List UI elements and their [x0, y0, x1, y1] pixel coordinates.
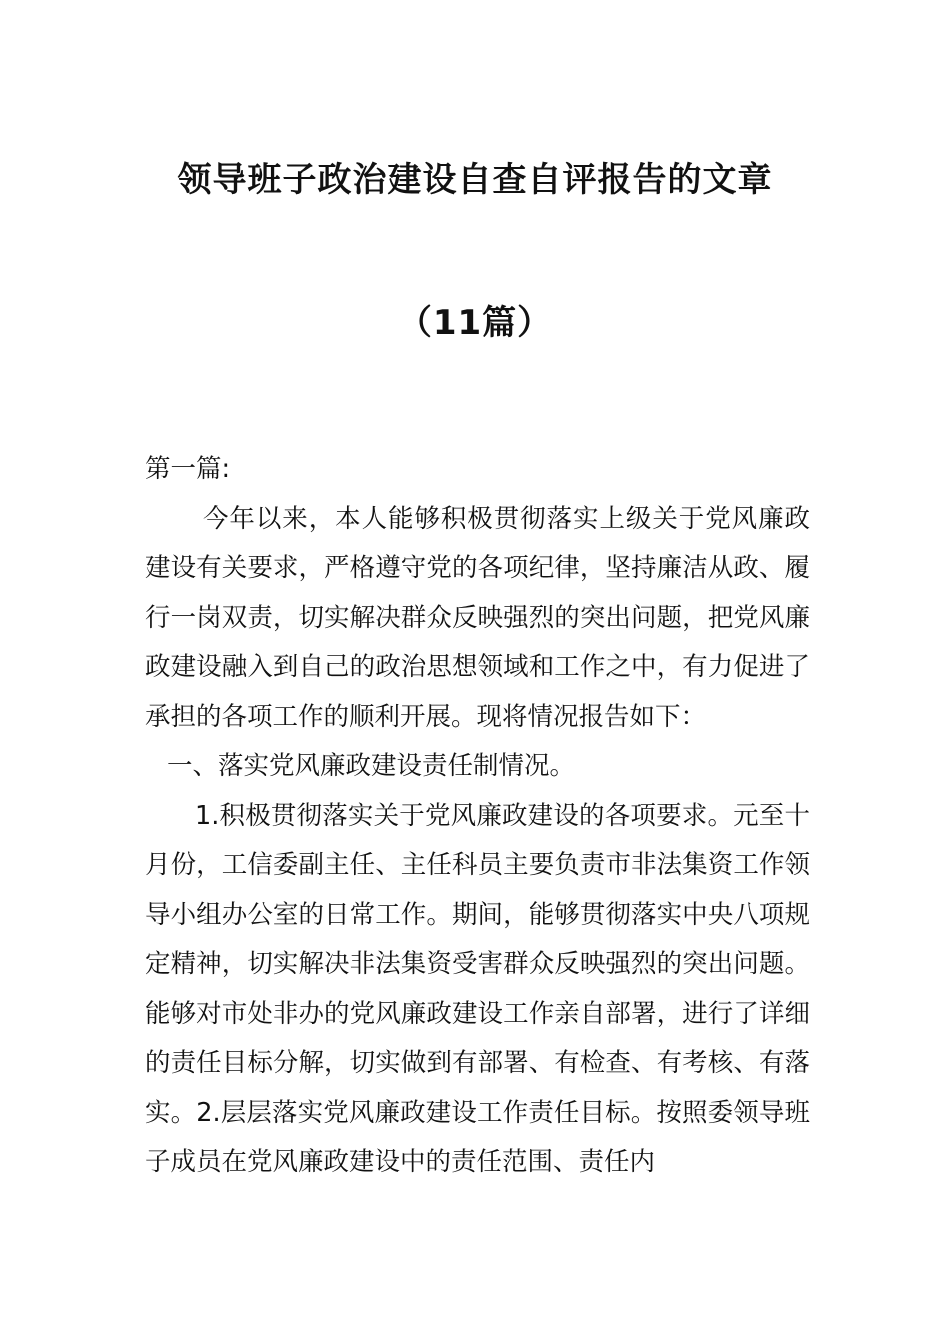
paragraph-body: 1.积极贯彻落实关于党风廉政建设的各项要求。元至十月份，工信委副主任、主任科员主要负责市非法集资工作领导小组办公室的日常工作。期间，能够贯彻落实中央八项规定精神，切实解决非法集资受害群众反映强烈的突出问题。能够对市处非办的党风廉政建设工作亲自部署，进行了详细的责任目标分解，切实做到有部署、有检查、有考核、有落实。2.层层落实党风廉政建设工作责任目标。按照委领导班子成员在党风廉政建设中的责任范围、责任内 [145, 800, 810, 1177]
document-subtitle: （11篇） [397, 303, 553, 343]
section-label: 第一篇: [145, 454, 231, 484]
document-body [145, 445, 810, 1188]
document-title: 领导班子政治建设自查自评报告的文章 [177, 160, 773, 200]
paragraph-intro: 今年以来，本人能够积极贯彻落实上级关于党风廉政建设有关要求，严格遵守党的各项纪律，坚持廉洁从政、履行一岗双责，切实解决群众反映强烈的突出问题，把党风廉政建设融入到自己的政治思想领域和工作之中，有力促进了承担的各项工作的顺利开展。现将情况报告如下： [145, 503, 810, 732]
paragraph-heading: 一、落实党风廉政建设责任制情况。 [167, 751, 576, 781]
